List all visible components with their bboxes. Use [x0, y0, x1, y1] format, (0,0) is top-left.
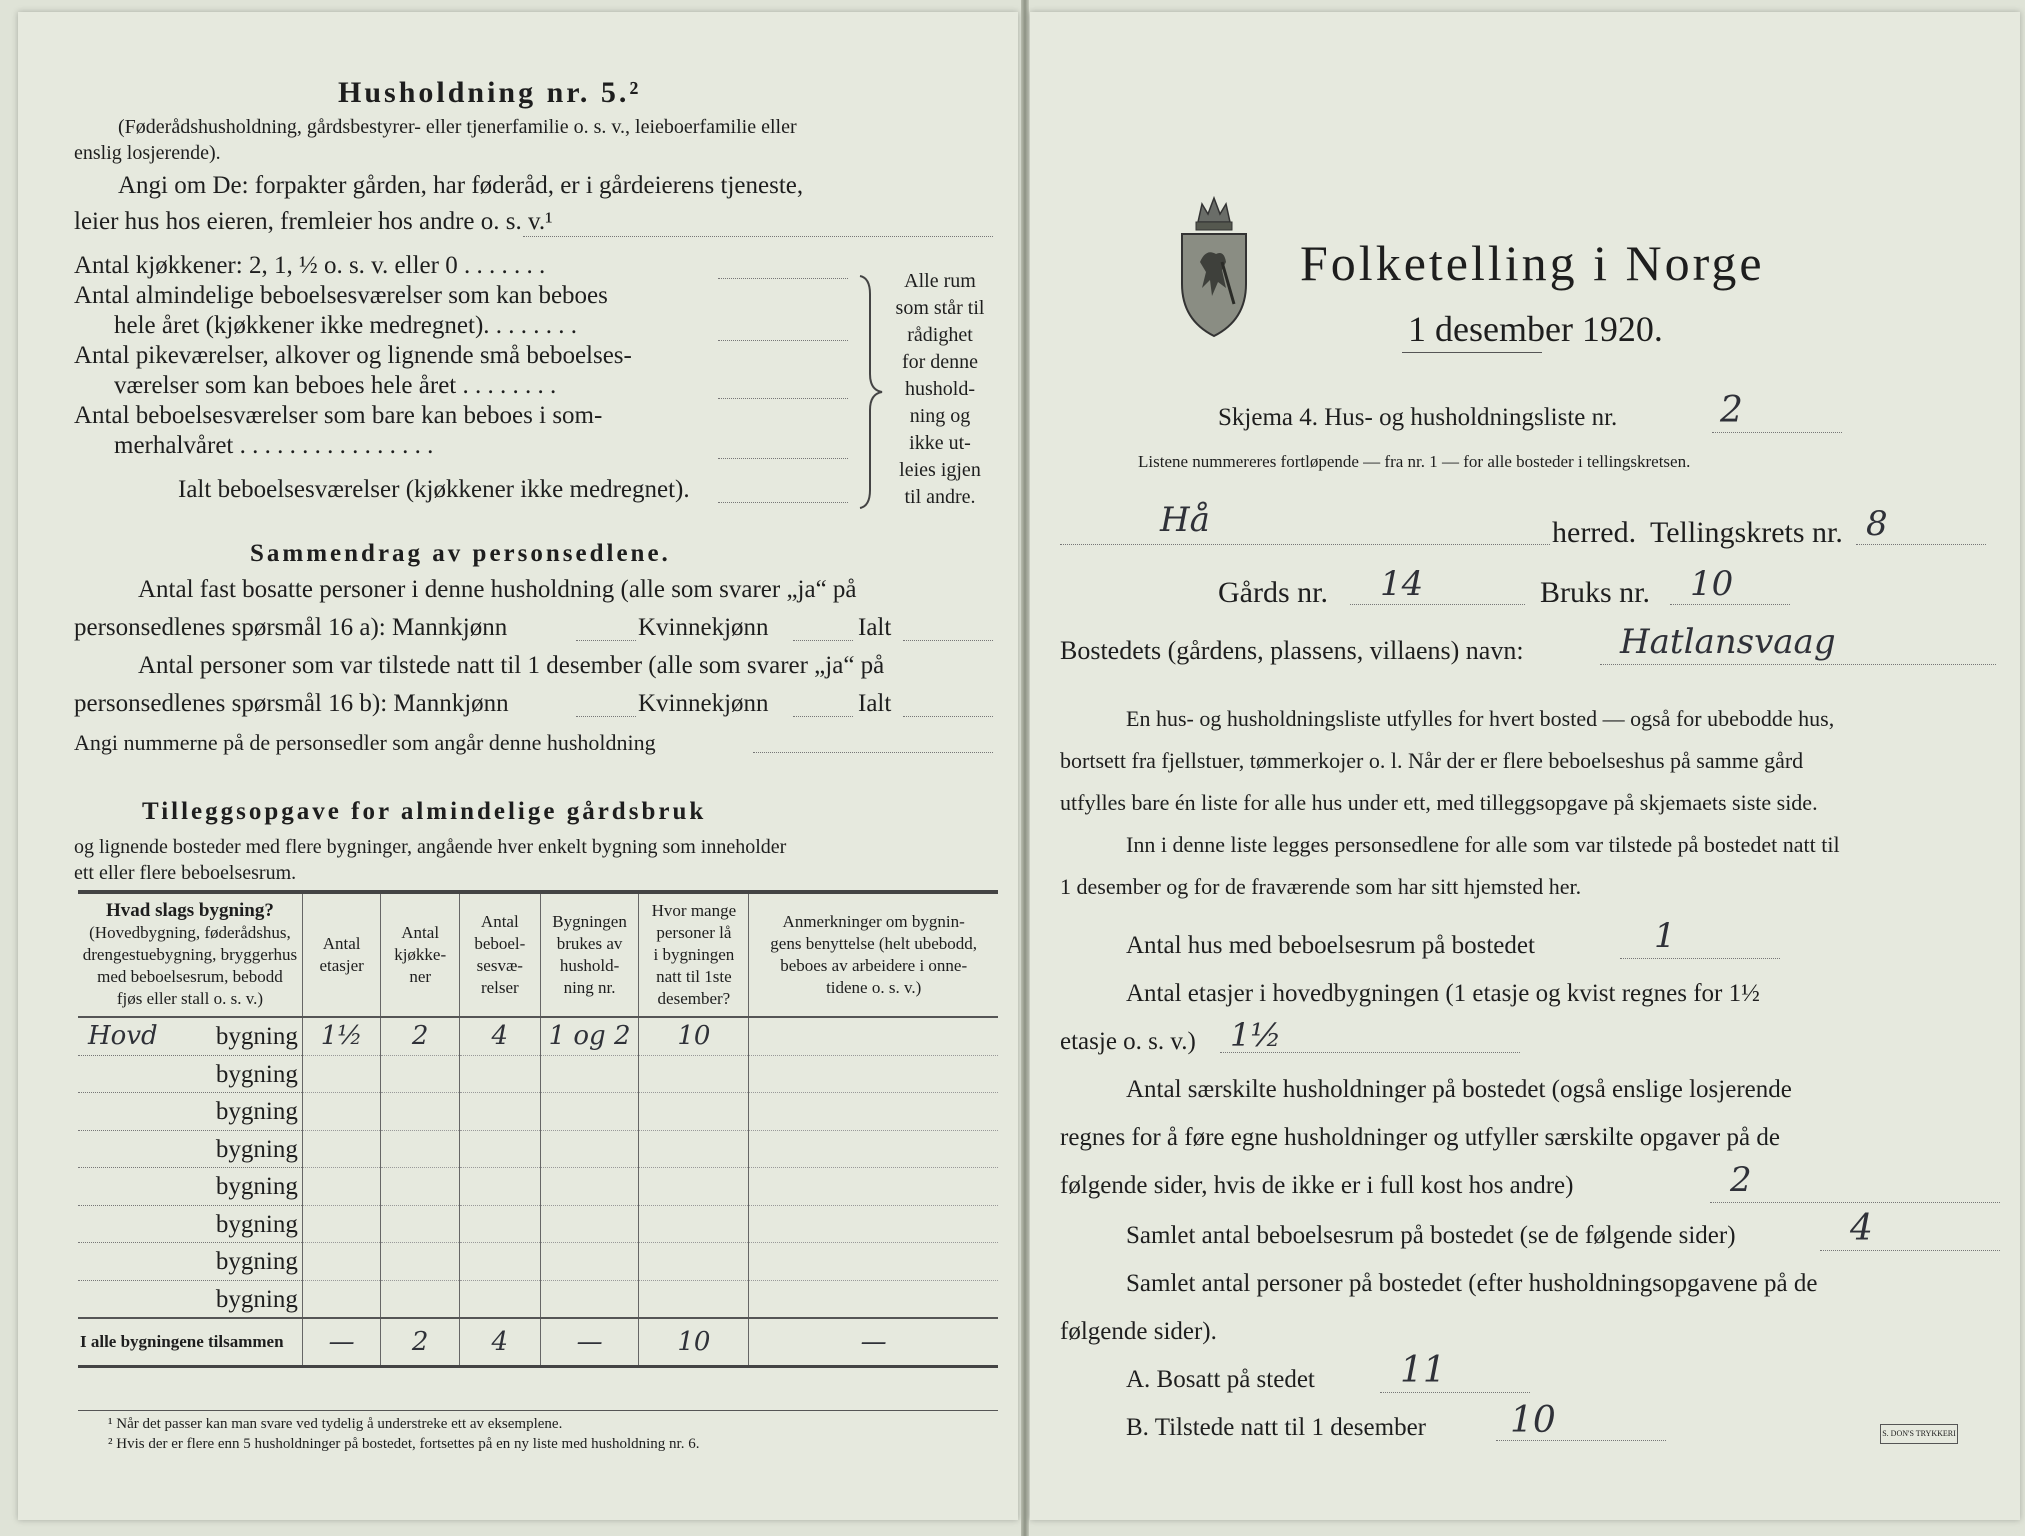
header-line: Anmerkninger om bygnin- [782, 912, 965, 931]
fill-rooms-2 [718, 398, 848, 399]
herred-label: herred. [1552, 516, 1637, 549]
supplement-2: ett eller flere beboelsesrum. [74, 862, 297, 884]
col-header-kjokken [381, 892, 460, 1017]
printer-stamp: S. DON'S TRYKKERI [1880, 1424, 1958, 1444]
building-table [78, 890, 998, 1368]
supplement-1: og lignende bosteder med flere bygninger, angående hver enkelt bygning som inneholder [74, 836, 787, 858]
table-row [78, 1055, 998, 1093]
cell-anm[interactable] [749, 1130, 998, 1168]
cell-anm[interactable] [749, 1168, 998, 1206]
herred-value: Hå [1160, 500, 1210, 540]
col-header-etasjer [302, 892, 381, 1017]
brace-icon [856, 274, 886, 510]
rooms-2a: Antal pikeværelser, alkover og lignende små beboelses- [74, 342, 632, 369]
building-kind-cell[interactable] [78, 1017, 302, 1055]
fill-rum [1820, 1250, 2000, 1251]
cell-etasjer[interactable] [302, 1243, 381, 1281]
cell-kjokken[interactable] [381, 1280, 460, 1318]
gard-label: Gårds nr. [1218, 576, 1328, 609]
cell-etasjer[interactable] [302, 1280, 381, 1318]
summary-1b: personsedlenes spørsmål 16 a): Mannkjønn [74, 614, 508, 641]
cell-anm[interactable] [749, 1280, 998, 1318]
bruk-label: Bruks nr. [1540, 576, 1651, 609]
etasjer-value: 1½ [1230, 1016, 1282, 1054]
header-line: natt til 1ste [656, 967, 732, 986]
hh-value: 2 [1730, 1160, 1752, 1200]
total-label: I alle bygningene tilsammen [78, 1318, 302, 1367]
instruction-4: Inn i denne liste legges personsedlene for alle som var tilstede på bostedet natt til [1126, 832, 1840, 857]
brace-line: leies igjen [899, 459, 981, 481]
header-line: med beboelsesrum, bebodd [97, 967, 283, 986]
col-header-vaerelser [459, 892, 540, 1017]
summary-2a: Antal personer som var tilstede natt til 1 desember (alle som svarer „ja“ på [138, 652, 885, 679]
fill-hus [1620, 958, 1780, 959]
numbering-note: Listene nummereres fortløpende — fra nr. 1 — for alle bosteder i tellingskretsen. [1138, 452, 1691, 471]
fill-kvinne-2 [793, 716, 853, 717]
building-kind-cell[interactable] [78, 1055, 302, 1093]
summary-title: Sammendrag av personsedlene. [250, 540, 671, 567]
instruction-5: 1 desember og for de fraværende som har sitt hjemsted her. [1060, 874, 1582, 899]
header-line: hushold- [559, 956, 620, 975]
fill-rooms-3 [718, 458, 848, 459]
total-vaerelser: 4 [459, 1318, 540, 1367]
table-row [78, 1017, 998, 1055]
cell-anm[interactable] [749, 1205, 998, 1243]
form-title: Folketelling i Norge [1300, 235, 1765, 291]
bosted-label: Bostedets (gårdens, plassens, villaens) navn: [1060, 636, 1524, 665]
building-word: bygning [215, 1135, 298, 1163]
header-line: ner [409, 967, 432, 986]
fill-rooms-1 [718, 340, 848, 341]
table-header-row [78, 892, 998, 1017]
rooms-3b: merhalvåret . . . . . . . . . . . . . . . . [114, 432, 434, 459]
fill-etasjer [1220, 1052, 1520, 1053]
cell-vaerelser[interactable] [459, 1168, 540, 1206]
kvinnekjonn-2: Kvinnekjønn [638, 690, 769, 717]
header-line: i bygningen [653, 945, 735, 964]
ask-line-2: leier hus hos eieren, fremleier hos andre o. s. v.¹ [74, 208, 553, 235]
cell-anm[interactable] [749, 1243, 998, 1281]
fill-krets [1856, 544, 1986, 545]
fill-mann-1 [576, 640, 636, 641]
rooms-3a: Antal beboelsesværelser som bare kan beboes i som- [74, 402, 603, 429]
brace-line: ning og [909, 405, 971, 427]
total-husholdning: — [540, 1318, 639, 1367]
header-line: kjøkke- [394, 945, 447, 964]
fill-gard [1350, 604, 1525, 605]
cell-etasjer[interactable] [302, 1055, 381, 1093]
cell-personer[interactable] [639, 1055, 749, 1093]
cell-husholdning[interactable] [540, 1280, 639, 1318]
header-line: desember? [657, 989, 731, 1008]
footnote-2: ² Hvis der er flere enn 5 husholdninger på bostedet, fortsettes på en ny liste med husholdning nr. 6. [108, 1436, 700, 1452]
building-word: bygning [215, 1248, 298, 1276]
header-line: beboel- [474, 934, 526, 953]
col-header-anmerkninger [749, 892, 998, 1017]
brace-line: til andre. [904, 486, 976, 508]
kvinnekjonn-1: Kvinnekjønn [638, 614, 769, 641]
header-line: drengestuebygning, bryggerhus [82, 945, 298, 964]
cell-kjokken[interactable] [381, 1205, 460, 1243]
instruction-3: utfylles bare én liste for alle hus under ett, med tilleggsopgave på skjemaets siste side. [1060, 790, 1818, 815]
hus-label: Antal hus med beboelsesrum på bostedet [1126, 932, 1535, 959]
rooms-total: Ialt beboelsesværelser (kjøkkener ikke medregnet). [178, 476, 690, 503]
cell-vaerelser[interactable]: 4 [459, 1017, 540, 1055]
page-fold [1021, 0, 1029, 1536]
header-line: personer lå [656, 923, 732, 942]
krets-label: Tellingskrets nr. [1650, 516, 1843, 549]
footnote-divider [78, 1410, 998, 1411]
cell-personer[interactable] [639, 1243, 749, 1281]
cell-personer[interactable] [639, 1130, 749, 1168]
household-title: Husholdning nr. 5.² [338, 76, 642, 109]
fill-rooms-total [718, 502, 848, 503]
cell-personer[interactable] [639, 1093, 749, 1131]
kitchens-label: Antal kjøkkener: 2, 1, ½ o. s. v. eller 0 . . . . . . . [74, 252, 546, 279]
building-word: bygning [215, 1023, 298, 1051]
header-line: ning nr. [563, 978, 616, 997]
footnote-1: ¹ Når det passer kan man svare ved tydelig å understreke ett av eksemplene. [108, 1416, 563, 1432]
supplement-title: Tilleggsopgave for almindelige gårdsbruk [142, 798, 707, 825]
col-header-husholdning [540, 892, 639, 1017]
brace-line: som står til [895, 297, 985, 319]
bosted-value: Hatlansvaag [1620, 622, 1836, 662]
cell-kjokken[interactable] [381, 1168, 460, 1206]
form-date: 1 desember 1920. [1408, 309, 1663, 349]
cell-etasjer[interactable] [302, 1205, 381, 1243]
brace-line: for denne [901, 351, 979, 373]
brace-line: hushold- [905, 378, 975, 400]
fill-bosted [1600, 664, 1996, 665]
header-line: relser [480, 978, 519, 997]
cell-husholdning[interactable] [540, 1093, 639, 1131]
fill-hh [1710, 1202, 2000, 1203]
table-row [78, 1243, 998, 1281]
brace-line: Alle rum [904, 270, 976, 292]
right-page [1030, 12, 2020, 1520]
total-etasjer: — [302, 1318, 381, 1367]
total-anmerkninger: — [749, 1318, 998, 1367]
tilstede-label: B. Tilstede natt til 1 desember [1126, 1414, 1426, 1441]
header-line: Hvad slags bygning? [105, 900, 274, 921]
brace-note [890, 268, 990, 511]
hh-line-2: regnes for å føre egne husholdninger og utfyller særskilte opgaver på de [1060, 1124, 1780, 1151]
building-kind-cell[interactable] [78, 1243, 302, 1281]
building-word: bygning [215, 1098, 298, 1126]
cell-husholdning[interactable]: 1 og 2 [540, 1017, 639, 1055]
table-row [78, 1130, 998, 1168]
header-line: gens benyttelse (helt ubebodd, [770, 934, 978, 953]
bruk-value: 10 [1690, 564, 1734, 604]
cell-vaerelser[interactable] [459, 1205, 540, 1243]
cell-personer[interactable]: 10 [639, 1017, 749, 1055]
header-line: Bygningen [552, 912, 627, 931]
summary-2b: personsedlenes spørsmål 16 b): Mannkjønn [74, 690, 509, 717]
header-line: (Hovedbygning, føderådshus, [89, 923, 291, 942]
rooms-2b: værelser som kan beboes hele året . . . . . . . . [114, 372, 557, 399]
cell-vaerelser[interactable] [459, 1093, 540, 1131]
total-personer: 10 [639, 1318, 749, 1367]
date-underline [1402, 352, 1542, 353]
fill-bruk [1670, 604, 1790, 605]
header-line: Antal [322, 934, 361, 953]
cell-kjokken[interactable] [381, 1243, 460, 1281]
personer-line-1: Samlet antal personer på bostedet (efter husholdningsopgavene på de [1126, 1270, 1818, 1297]
building-kind-cell[interactable] [78, 1168, 302, 1206]
building-kind-value: Hovd [88, 1021, 158, 1052]
header-line: brukes av [556, 934, 623, 953]
instruction-1: En hus- og husholdningsliste utfylles for hvert bosted — også for ubebodde hus, [1126, 706, 1835, 731]
cell-personer[interactable] [639, 1205, 749, 1243]
ask-line-1: Angi om De: forpakter gården, har føderåd, er i gårdeierens tjeneste, [118, 172, 804, 199]
summary-1a: Antal fast bosatte personer i denne husholdning (alle som svarer „ja“ på [138, 576, 857, 603]
rooms-1a: Antal almindelige beboelsesværelser som kan beboes [74, 282, 608, 309]
instruction-2: bortsett fra fjellstuer, tømmerkojer o. l. Når der er flere beboelseshus på samme gård [1060, 748, 1804, 773]
gard-value: 14 [1380, 564, 1424, 604]
header-line: Antal [480, 912, 519, 931]
cell-vaerelser[interactable] [459, 1280, 540, 1318]
angi-numbers: Angi nummerne på de personsedler som angår denne husholdning [74, 730, 656, 755]
fill-schema [1712, 432, 1842, 433]
cell-husholdning[interactable] [540, 1205, 639, 1243]
cell-anm[interactable] [749, 1055, 998, 1093]
fill-ialt-2 [903, 716, 993, 717]
hh-line-1: Antal særskilte husholdninger på bostedet (også enslige losjerende [1126, 1076, 1792, 1103]
header-line: tidene o. s. v.) [826, 978, 922, 997]
building-kind-cell[interactable] [78, 1205, 302, 1243]
header-line: sesvæ- [476, 956, 523, 975]
hus-value: 1 [1654, 916, 1676, 956]
cell-vaerelser[interactable] [459, 1130, 540, 1168]
bosatt-label: A. Bosatt på stedet [1126, 1366, 1315, 1393]
fill-mann-2 [576, 716, 636, 717]
schema-label: Skjema 4. Hus- og husholdningsliste nr. [1218, 404, 1618, 431]
fill-bosatt [1380, 1392, 1530, 1393]
krets-value: 8 [1866, 504, 1888, 544]
cell-kjokken[interactable] [381, 1130, 460, 1168]
etasjer-line-1: Antal etasjer i hovedbygningen (1 etasje og kvist regnes for 1½ [1126, 980, 1760, 1007]
ialt-1: Ialt [858, 614, 892, 641]
table-row [78, 1280, 998, 1318]
building-kind-cell[interactable] [78, 1280, 302, 1318]
cell-vaerelser[interactable] [459, 1055, 540, 1093]
ialt-2: Ialt [858, 690, 892, 717]
brace-line: ikke ut- [909, 432, 971, 454]
cell-husholdning[interactable] [540, 1168, 639, 1206]
cell-etasjer[interactable] [302, 1168, 381, 1206]
building-table-body [78, 1017, 998, 1318]
building-word: bygning [215, 1285, 298, 1313]
ask-fill-line [523, 236, 993, 237]
building-word: bygning [215, 1060, 298, 1088]
building-word: bygning [215, 1173, 298, 1201]
fill-kitchens [718, 278, 848, 279]
cell-personer[interactable] [639, 1280, 749, 1318]
fill-tilstede [1496, 1440, 1666, 1441]
tilstede-value: 10 [1510, 1400, 1556, 1441]
building-word: bygning [215, 1210, 298, 1238]
header-line: beboes av arbeidere i onne- [780, 956, 968, 975]
fill-kvinne-1 [793, 640, 853, 641]
cell-husholdning[interactable] [540, 1130, 639, 1168]
rum-value: 4 [1850, 1208, 1873, 1249]
etasjer-line-2: etasje o. s. v.) [1060, 1028, 1196, 1055]
header-line: Hvor mange [651, 901, 737, 920]
header-line: Antal [401, 923, 440, 942]
brace-line: rådighet [907, 324, 973, 346]
schema-number: 2 [1720, 390, 1743, 431]
cell-vaerelser[interactable] [459, 1243, 540, 1281]
fill-ialt-1 [903, 640, 993, 641]
total-kjokken: 2 [381, 1318, 460, 1367]
cell-kjokken[interactable] [381, 1093, 460, 1131]
col-header-personer [639, 892, 749, 1017]
personer-line-2: følgende sider). [1060, 1318, 1217, 1345]
cell-anm[interactable] [749, 1017, 998, 1055]
cell-etasjer[interactable] [302, 1093, 381, 1131]
cell-etasjer[interactable]: 1½ [302, 1017, 381, 1055]
rum-label: Samlet antal beboelsesrum på bostedet (se de følgende sider) [1126, 1222, 1736, 1249]
household-note-1: (Føderådshusholdning, gårdsbestyrer- eller tjenerfamilie o. s. v., leieboerfamilie eller [118, 116, 797, 138]
cell-etasjer[interactable] [302, 1130, 381, 1168]
cell-husholdning[interactable] [540, 1243, 639, 1281]
building-kind-cell[interactable] [78, 1093, 302, 1131]
cell-personer[interactable] [639, 1168, 749, 1206]
building-kind-cell[interactable] [78, 1130, 302, 1168]
hh-line-3: følgende sider, hvis de ikke er i full kost hos andre) [1060, 1172, 1574, 1199]
rooms-1b: hele året (kjøkkener ikke medregnet). . . . . . . . [114, 312, 578, 339]
fill-angi [753, 752, 993, 753]
fill-herred [1060, 544, 1550, 545]
table-row [78, 1205, 998, 1243]
cell-anm[interactable] [749, 1093, 998, 1131]
table-row [78, 1093, 998, 1131]
household-note-2: enslig losjerende). [74, 142, 221, 164]
col-header-kind [78, 892, 302, 1017]
coat-of-arms-icon [1176, 192, 1252, 342]
bosatt-value: 11 [1400, 1350, 1446, 1391]
cell-kjokken[interactable] [381, 1055, 460, 1093]
table-row [78, 1168, 998, 1206]
header-line: fjøs eller stall o. s. v.) [116, 989, 264, 1008]
cell-kjokken[interactable]: 2 [381, 1017, 460, 1055]
table-total-row [78, 1318, 998, 1367]
header-line: etasjer [319, 956, 364, 975]
cell-husholdning[interactable] [540, 1055, 639, 1093]
left-page [18, 12, 1018, 1520]
